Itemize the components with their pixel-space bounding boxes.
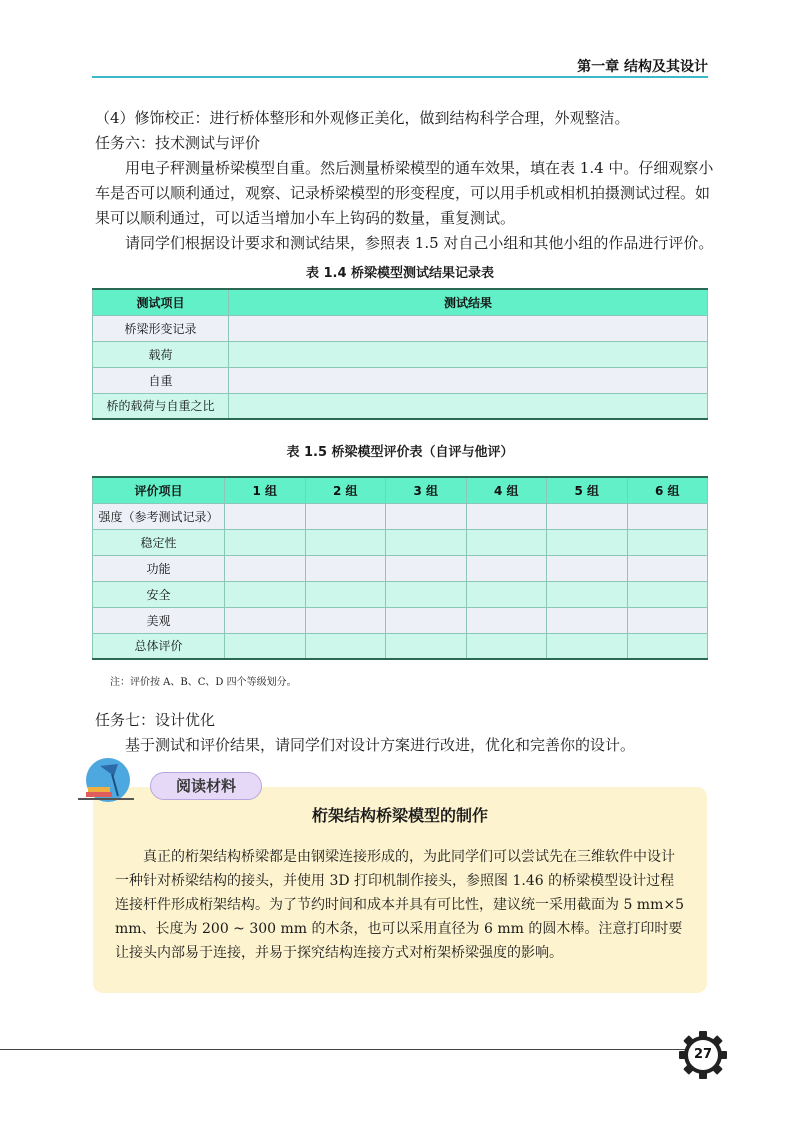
table-header-cell: 3 组	[386, 477, 467, 503]
grade-cell	[547, 581, 628, 607]
grade-cell	[627, 607, 708, 633]
table-row	[93, 529, 708, 555]
grade-cell	[627, 633, 708, 659]
task-six-heading: 任务六：技术测试与评价	[95, 134, 261, 152]
grade-cell	[466, 555, 547, 581]
table-row	[93, 607, 708, 633]
grade-cell	[386, 581, 467, 607]
table-1-5	[92, 476, 708, 660]
grade-cell	[225, 633, 306, 659]
table-1-4	[92, 288, 708, 420]
paragraph-test: 用电子秤测量桥梁模型自重。然后测量桥梁模型的通车效果，填在表 1.4 中。仔细观察小车是否可以顺利通过，观察、记录桥梁模型的形变程度，可以用手机或相机拍摄测试过程。如果可以顺利通过，可以适当增加小车上钩码的数量，重复测试。	[95, 159, 714, 227]
result-cell	[229, 315, 708, 341]
table-header-cell: 1 组	[225, 477, 306, 503]
grade-cell	[225, 555, 306, 581]
grade-cell	[386, 607, 467, 633]
grade-cell	[627, 503, 708, 529]
grade-cell	[547, 633, 628, 659]
grade-cell	[305, 503, 386, 529]
result-cell	[229, 367, 708, 393]
grade-cell	[627, 555, 708, 581]
grade-cell	[547, 555, 628, 581]
grade-cell	[466, 529, 547, 555]
grade-cell	[305, 633, 386, 659]
row-label: 桥梁形变记录	[93, 315, 229, 341]
paragraph-evaluate: 请同学们根据设计要求和测试结果，参照表 1.5 对自己小组和其他小组的作品进行评价。	[125, 234, 714, 252]
reading-lamp-icon	[78, 756, 138, 806]
table-header-cell: 4 组	[466, 477, 547, 503]
grade-cell	[305, 529, 386, 555]
table-header-cell: 6 组	[627, 477, 708, 503]
grade-cell	[305, 607, 386, 633]
row-label: 总体评价	[93, 633, 225, 659]
grade-cell	[627, 581, 708, 607]
result-cell	[229, 393, 708, 419]
grade-cell	[225, 607, 306, 633]
grade-cell	[386, 529, 467, 555]
table-row	[93, 393, 708, 419]
reading-text: 真正的桁架结构桥梁都是由钢梁连接形成的，为此同学们可以尝试先在三维软件中设计一种针对桥梁结构的接头，并使用 3D 打印机制作接头，参照图 1.46 的桥梁模型设计过程连接杆件形成桁架结构。为了节约时间和成本并具有可比性，建议统一采用截面为 5 mm×5 mm、长度为 200 ~ 300 mm 的木条，也可以采用直径为 6 mm 的圆木棒。注意打印时要让接头内部易于连接，并易于探究结构连接方式对桁架桥梁强度的影响。	[115, 849, 684, 961]
grade-cell	[386, 503, 467, 529]
grade-cell	[386, 555, 467, 581]
row-label: 强度（参考测试记录）	[93, 503, 225, 529]
table-header-cell: 测试结果	[229, 289, 708, 315]
grade-cell	[225, 503, 306, 529]
grade-cell	[305, 581, 386, 607]
paragraph-optimize: 基于测试和评价结果，请同学们对设计方案进行改进，优化和完善你的设计。	[125, 736, 636, 754]
row-label: 安全	[93, 581, 225, 607]
row-label: 载荷	[93, 341, 229, 367]
grade-cell	[627, 529, 708, 555]
grade-cell	[466, 581, 547, 607]
row-label: 桥的载荷与自重之比	[93, 393, 229, 419]
grade-cell	[547, 503, 628, 529]
table-note: 注：评价按 A、B、C、D 四个等级划分。	[110, 677, 297, 688]
result-cell	[229, 341, 708, 367]
grade-cell	[305, 555, 386, 581]
table-1-5-title: 表 1.5 桥梁模型评价表（自评与他评）	[286, 445, 514, 460]
grade-cell	[466, 633, 547, 659]
table-header-cell: 5 组	[547, 477, 628, 503]
grade-cell	[547, 529, 628, 555]
grade-cell	[466, 607, 547, 633]
table-header-cell: 评价项目	[93, 477, 225, 503]
table-1-4-title: 表 1.4 桥梁模型测试结果记录表	[305, 266, 495, 281]
row-label: 功能	[93, 555, 225, 581]
table-row	[93, 503, 708, 529]
reading-material-box	[93, 787, 707, 993]
paragraph-polish: （4）修饰校正：进行桥体整形和外观修正美化，做到结构科学合理，外观整洁。	[95, 109, 630, 127]
chapter-header: 第一章 结构及其设计	[577, 59, 708, 75]
footer-rule	[0, 1049, 690, 1050]
table-row	[93, 315, 708, 341]
table-header-cell: 测试项目	[93, 289, 229, 315]
row-label: 自重	[93, 367, 229, 393]
grade-cell	[225, 581, 306, 607]
page-number: 27	[693, 1047, 713, 1062]
row-label: 稳定性	[93, 529, 225, 555]
row-label: 美观	[93, 607, 225, 633]
header-rule	[92, 76, 708, 78]
reading-material-label: 阅读材料	[150, 772, 262, 800]
reading-title: 桁架结构桥梁模型的制作	[311, 806, 488, 825]
table-row	[93, 367, 708, 393]
table-header-cell: 2 组	[305, 477, 386, 503]
table-row	[93, 581, 708, 607]
table-row	[93, 633, 708, 659]
grade-cell	[466, 503, 547, 529]
grade-cell	[547, 607, 628, 633]
task-seven-heading: 任务七：设计优化	[95, 711, 216, 729]
grade-cell	[225, 529, 306, 555]
table-row	[93, 555, 708, 581]
grade-cell	[386, 633, 467, 659]
table-row	[93, 341, 708, 367]
